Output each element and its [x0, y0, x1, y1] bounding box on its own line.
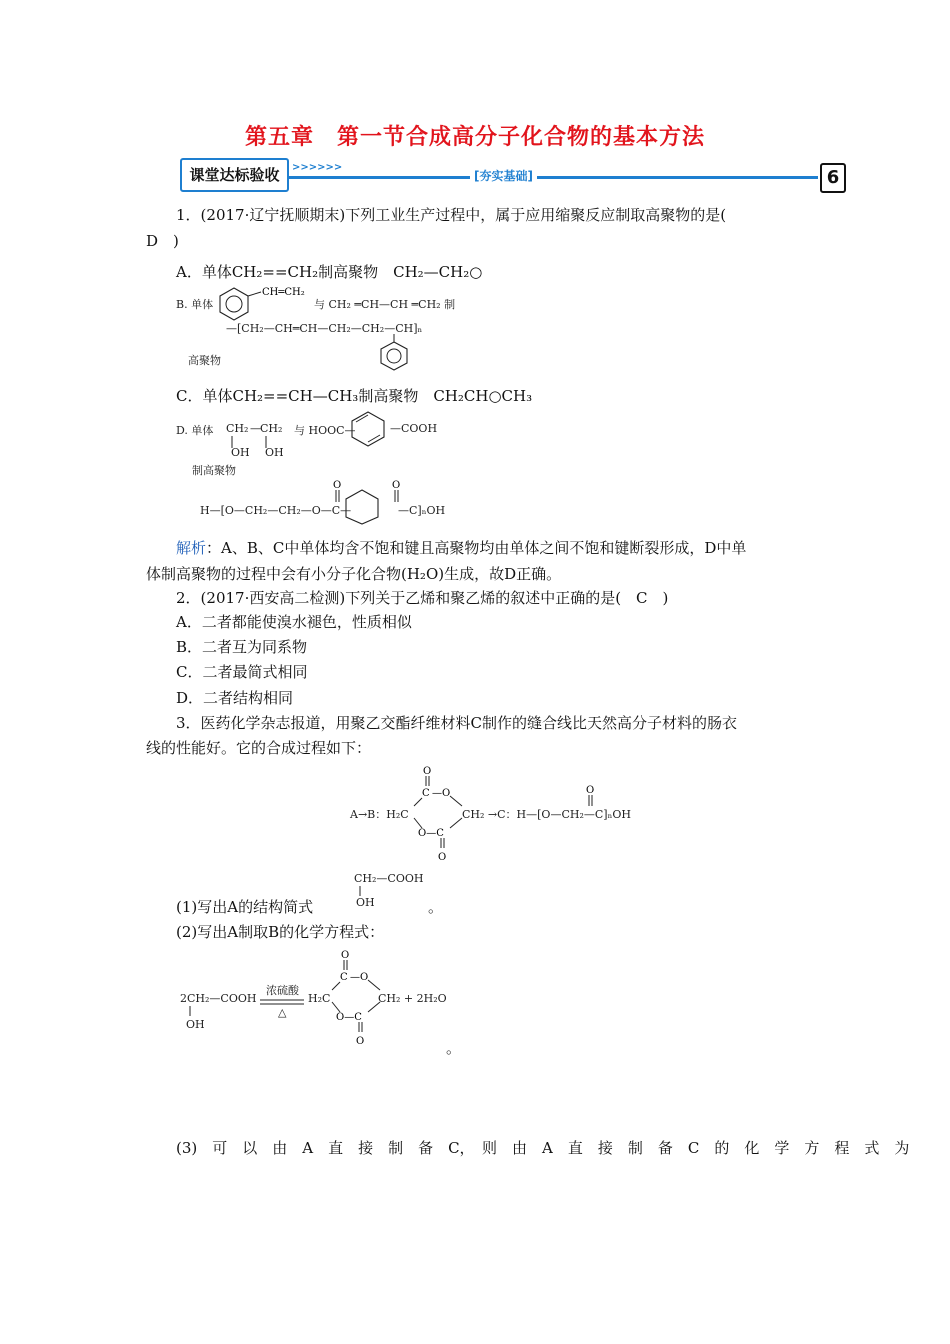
q1-analysis-line2: 体制高聚物的过程中会有小分子化合物(H₂O)生成，故D正确。 [146, 565, 562, 583]
equation-product-right: CH₂ + 2H₂O [378, 992, 447, 1005]
q1-option-b-figure [176, 288, 596, 373]
q3-part2: (2)写出A制取B的化学方程式： [176, 923, 385, 941]
option-d-polymer-left: H—[O—CH₂—CH₂—O—C— [200, 504, 352, 517]
answer-formula: CH₂—COOH [354, 872, 424, 885]
q2-stem: 2．(2017·西安高二检测)下列关于乙烯和聚乙烯的叙述中正确的是( C ) [176, 589, 669, 607]
option-d-monomer2: 与 HOOC— [294, 424, 356, 437]
scheme-b-to-c: CH₂ →C：H—[O—CH₂—C]ₙOH [462, 808, 631, 821]
svg-text:O: O [438, 852, 447, 863]
q1-analysis-line1 [176, 538, 746, 558]
option-d-polymer-right: —C]ₙOH [398, 504, 446, 517]
polyester-fragment-icon [316, 478, 406, 524]
q3-part2-end: 。 [446, 1039, 462, 1057]
q1-option-d-figure: D. 单体 CH₂ — CH₂ OH OH 与 HOOC— —COOH 制高聚物 H—[O—CH₂—CH₂—O—C— O O —C]ₙOH [176, 416, 636, 526]
svg-text:—O: —O [432, 788, 451, 799]
option-b-prefix: B. 单体 [176, 298, 214, 311]
svg-text:—O: —O [350, 972, 369, 983]
q2-option-b: B．二者互为同系物 [176, 638, 308, 656]
option-d-prefix: D. 单体 [176, 424, 214, 437]
page-title: 第五章 第一节合成高分子化合物的基本方法 [244, 125, 705, 150]
q3-part3: (3) 可 以 由 A 直 接 制 备 C， 则 由 A 直 接 制 备 C 的 化 学 方 程 式 为 [176, 1139, 910, 1157]
equation-catalyst: 浓硫酸 [266, 984, 299, 997]
svg-text:O: O [423, 766, 432, 777]
q1-option-c: C．单体CH₂==CH—CH₃制高聚物 CH₂CH○CH₃ [176, 387, 533, 405]
option-d-ch2-b: CH₂ [260, 422, 283, 435]
benzene-ring-icon [374, 334, 414, 374]
svg-text:O: O [392, 480, 401, 491]
option-d-oh-2: OH [265, 446, 284, 459]
carbonyl-icon [580, 784, 600, 808]
bond-line [358, 886, 362, 896]
equation-product-left: H₂C [308, 992, 331, 1005]
bond-line [188, 1006, 192, 1016]
q2-option-a: A．二者都能使溴水褪色，性质相似 [176, 613, 412, 631]
scheme-a-to-b: A→B：H₂C [350, 808, 409, 821]
q3-stem-line2: 线的性能好。它的合成过程如下： [146, 739, 372, 757]
option-b-polymer: —[CH₂—CH═CH—CH₂—CH₂—CH]ₙ [226, 322, 423, 335]
q3-stem-line1: 3．医药化学杂志报道，用聚乙交酯纤维材料C制作的缝合线比天然高分子材料的肠衣 [176, 714, 738, 732]
q1-answer: D ) [146, 232, 179, 250]
bond-lines [226, 436, 276, 448]
equilibrium-arrow-icon [260, 998, 306, 1006]
svg-text:C: C [340, 972, 348, 983]
q1-stem: 1．(2017·辽宁抚顺期末)下列工业生产过程中，属于应用缩聚反应制取高聚物的是( [176, 206, 727, 224]
section-tag: [夯实基础] [470, 167, 537, 184]
q3-synthesis-scheme [350, 764, 650, 864]
equation-heat: △ [278, 1006, 287, 1019]
q3-part1-answer [354, 872, 434, 912]
q1-option-a: A．单体CH₂==CH₂制高聚物 CH₂—CH₂○ [176, 263, 483, 281]
q3-part1-end: 。 [428, 898, 444, 916]
svg-text:CH═CH₂: CH═CH₂ [262, 287, 305, 298]
option-d-ch2-a: CH₂ [226, 422, 249, 435]
svg-text:C: C [422, 788, 430, 799]
svg-text:O: O [356, 1036, 365, 1047]
svg-text:O: O [586, 785, 595, 796]
equation-oh: OH [186, 1018, 205, 1031]
q3-part1: (1)写出A的结构简式 [176, 898, 314, 916]
analysis-text: ：A、B、C中单体均含不饱和键且高聚物均由单体之间不饱和键断裂形成，D中单 [206, 539, 747, 557]
page-number-badge: 6 [820, 163, 846, 193]
section-banner [180, 158, 850, 194]
option-b-label: 高聚物 [188, 354, 221, 367]
section-label: 课堂达标验收 [180, 158, 289, 192]
benzene-ring-icon [216, 286, 305, 322]
svg-text:O: O [341, 950, 350, 961]
option-d-oh-1: OH [231, 446, 250, 459]
option-d-cooh: —COOH [390, 422, 438, 435]
svg-text:O—C: O—C [418, 828, 444, 839]
equation-reactant: 2CH₂—COOH [180, 992, 257, 1005]
benzene-ring-icon [346, 410, 390, 448]
option-d-label: 制高聚物 [192, 464, 236, 477]
analysis-label: 解析 [176, 539, 207, 557]
option-b-monomer2: 与 CH₂ ═CH—CH ═CH₂ 制 [314, 298, 456, 311]
svg-text:O—C: O—C [336, 1012, 362, 1023]
svg-text:O: O [333, 480, 342, 491]
q2-option-c: C．二者最简式相同 [176, 663, 308, 681]
banner-divider [288, 176, 818, 179]
answer-oh: OH [356, 896, 375, 909]
chevrons-icon: >>>>>> [292, 162, 343, 173]
q3-equation [180, 948, 480, 1058]
q2-option-d: D．二者结构相同 [176, 689, 294, 707]
